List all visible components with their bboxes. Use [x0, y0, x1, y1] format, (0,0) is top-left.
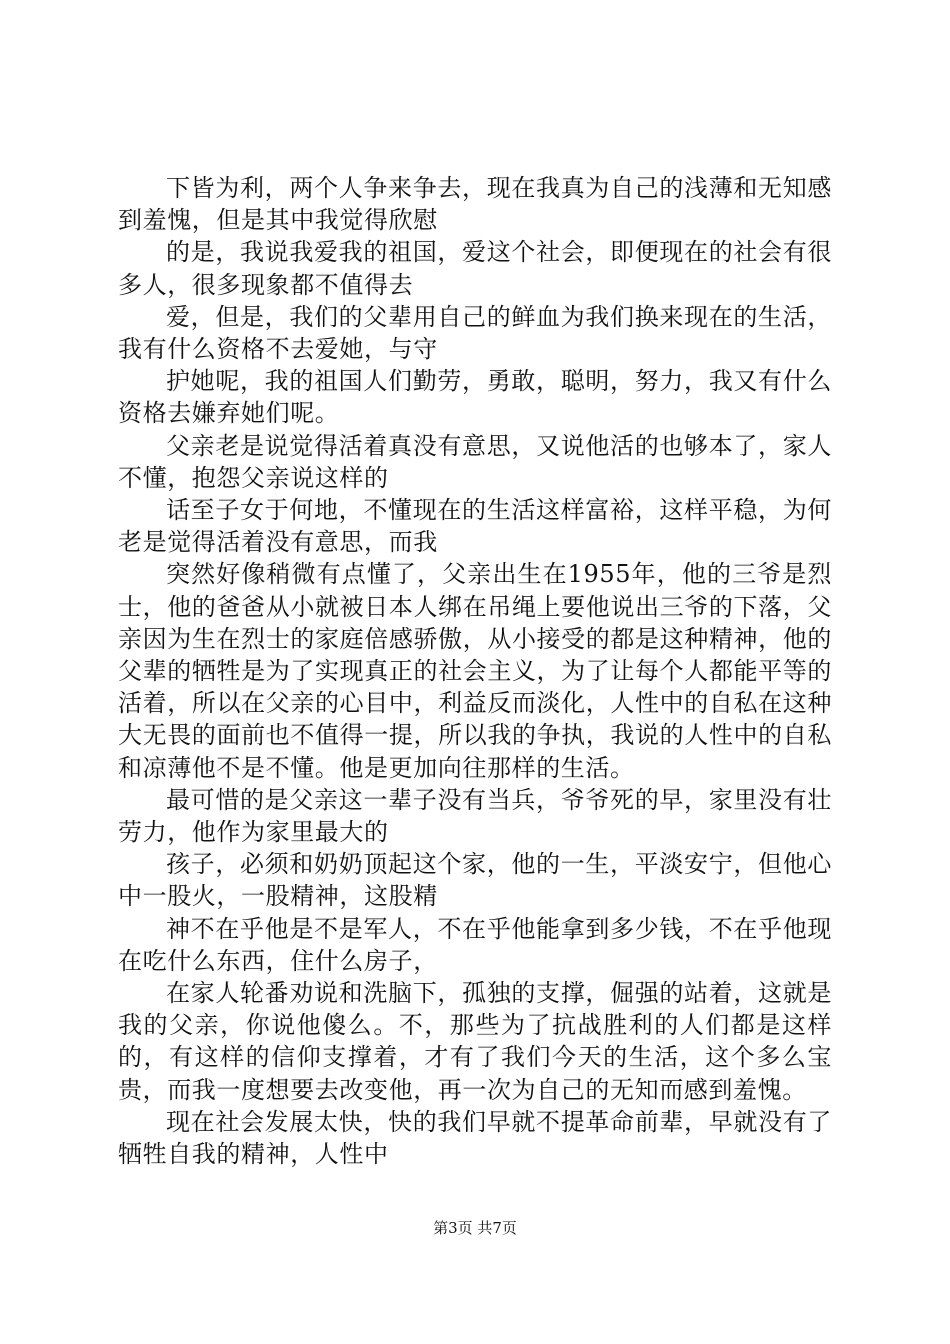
paragraph-10: 神不在乎他是不是军人，不在乎他能拿到多少钱，不在乎他现在吃什么东西，住什么房子，	[118, 914, 832, 975]
paragraph-12: 现在社会发展太快，快的我们早就不提革命前辈，早就没有了牺牲自我的精神，人性中	[118, 1107, 832, 1169]
paragraph-9: 孩子，必须和奶奶顶起这个家，他的一生，平淡安宁，但他心中一股火，一股精神，这股精	[118, 850, 832, 911]
paragraph-11: 在家人轮番劝说和洗脑下，孤独的支撑，倔强的站着，这就是我的父亲，你说他傻么。不，那些为了抗战胜利的人们都是这样的，有这样的信仰支撑着，才有了我们今天的生活，这个多么宝贵，而我一度想要去改变他，再一次为自己的无知而感到羞愧。	[118, 979, 832, 1104]
paragraph-4: 护她呢，我的祖国人们勤劳，勇敢，聪明，努力，我又有什么资格去嫌弃她们呢。	[118, 367, 832, 428]
document-body	[118, 172, 832, 1170]
paragraph-3: 爱，但是，我们的父辈用自己的鲜血为我们换来现在的生活，我有什么资格不去爱她，与守	[118, 302, 832, 364]
page-number-footer: 第3页 共7页	[433, 1219, 517, 1237]
paragraph-1: 下皆为利，两个人争来争去，现在我真为自己的浅薄和无知感到羞愧，但是其中我觉得欣慰	[118, 174, 832, 235]
paragraph-2: 的是，我说我爱我的祖国，爱这个社会，即便现在的社会有很多人，很多现象都不值得去	[118, 238, 832, 299]
paragraph-7: 突然好像稍微有点懂了，父亲出生在1955年，他的三爷是烈士，他的爸爸从小就被日本人绑在吊绳上要他说出三爷的下落，父亲因为生在烈士的家庭倍感骄傲，从小接受的都是这种精神，他的父辈的牺牲是为了实现真正的社会主义，为了让每个人都能平等的活着，所以在父亲的心目中，利益反而淡化，人性中的自私在这种大无畏的面前也不值得一提，所以我的争执，我说的人性中的自私和凉薄他不是不懂。他是更加向往那样的生活。	[118, 560, 832, 782]
paragraph-8: 最可惜的是父亲这一辈子没有当兵，爷爷死的早，家里没有壮劳力，他作为家里最大的	[118, 785, 832, 847]
paragraph-5: 父亲老是说觉得活着真没有意思，又说他活的也够本了，家人不懂，抱怨父亲说这样的	[118, 431, 832, 492]
paragraph-6: 话至子女于何地，不懂现在的生活这样富裕，这样平稳，为何老是觉得活着没有意思，而我	[118, 496, 832, 557]
